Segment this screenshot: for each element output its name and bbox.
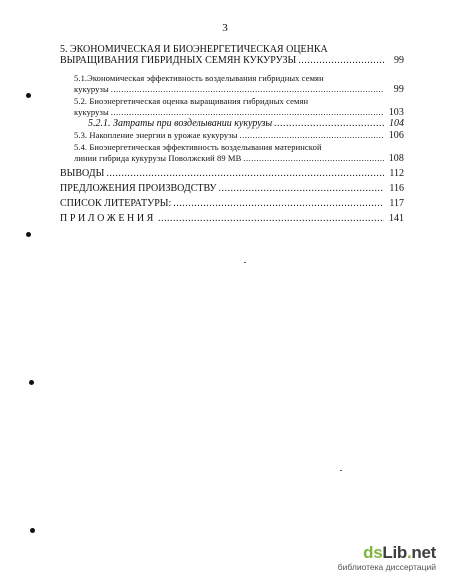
dot-leader [111, 107, 384, 118]
toc-entry-5-2-1[interactable] [88, 118, 404, 129]
toc-entry-conclusions[interactable] [60, 168, 404, 179]
toc-page-number: 116 [389, 183, 404, 194]
dot-leader [218, 183, 384, 194]
toc-entry-title: ПРИЛОЖЕНИЯ [60, 213, 156, 224]
toc-page-number: 106 [388, 130, 404, 141]
binding-hole-mark [26, 93, 31, 98]
toc-page-number: 104 [389, 118, 404, 129]
toc-entry-chapter-5[interactable] [60, 44, 404, 66]
page-number: 3 [222, 22, 228, 34]
toc-entry-title: кукурузы [74, 107, 109, 117]
dot-leader [274, 118, 384, 129]
toc-page-number: 103 [388, 107, 404, 118]
toc-entry-5-1[interactable] [74, 73, 404, 95]
toc-entry-title: 5.2.1. Затраты при возделывании кукурузы [88, 118, 273, 129]
toc-entry-title-line: 5.1.Экономическая эффективность возделывания гибридных семян [74, 73, 324, 83]
dot-leader [106, 168, 384, 179]
toc-entry-title: ВЫВОДЫ [60, 168, 105, 179]
dot-leader [298, 55, 384, 66]
binding-hole-mark [29, 380, 34, 385]
toc-page-number: 108 [388, 153, 404, 164]
toc-entry-title: ПРЕДЛОЖЕНИЯ ПРОИЗВОДСТВУ [60, 183, 217, 194]
toc-page-number: 117 [389, 198, 404, 209]
dot-leader [158, 213, 384, 224]
toc-entry-references[interactable] [60, 198, 404, 209]
dot-leader [111, 84, 384, 95]
toc-entry-5-2[interactable] [74, 96, 404, 118]
toc-page-number: 141 [389, 213, 404, 224]
toc-entry-5-4[interactable] [74, 142, 404, 164]
toc-entry-title: кукурузы [74, 84, 109, 94]
toc-entry-title: ВЫРАЩИВАНИЯ ГИБРИДНЫХ СЕМЯН КУКУРУЗЫ [60, 55, 297, 66]
toc-entry-title: 5.3. Накопление энергии в урожае кукурузы [74, 130, 238, 140]
dslib-logo: dsLib.net [363, 543, 436, 562]
scan-speck [244, 262, 246, 263]
toc-entry-appendices[interactable] [60, 213, 404, 224]
toc-page-number: 112 [389, 168, 404, 179]
toc-entry-title: линии гибрида кукурузы Поволжский 89 МВ [74, 153, 242, 163]
toc-entry-title-line: 5. ЭКОНОМИЧЕСКАЯ И БИОЭНЕРГЕТИЧЕСКАЯ ОЦЕНКА [60, 44, 328, 55]
dot-leader [243, 153, 384, 164]
toc-entry-title-line: 5.2. Биоэнергетическая оценка выращивания гибридных семян [74, 96, 309, 106]
binding-hole-mark [26, 232, 31, 237]
dslib-subtitle: библиотека диссертаций [337, 562, 436, 572]
toc-entry-title-line: 5.4. Биоэнергетическая эффективность возделывания материнской [74, 142, 322, 152]
dot-leader [240, 130, 384, 141]
dot-leader [173, 198, 384, 209]
binding-hole-mark [30, 528, 35, 533]
toc-page-number: 99 [393, 84, 404, 95]
dslib-watermark[interactable] [332, 544, 436, 572]
scan-speck [340, 470, 342, 471]
toc-page-number: 99 [394, 55, 404, 66]
toc-entry-title: СПИСОК ЛИТЕРАТУРЫ: [60, 198, 172, 209]
toc-entry-proposals[interactable] [60, 183, 404, 194]
toc-entry-5-3[interactable] [74, 130, 404, 141]
